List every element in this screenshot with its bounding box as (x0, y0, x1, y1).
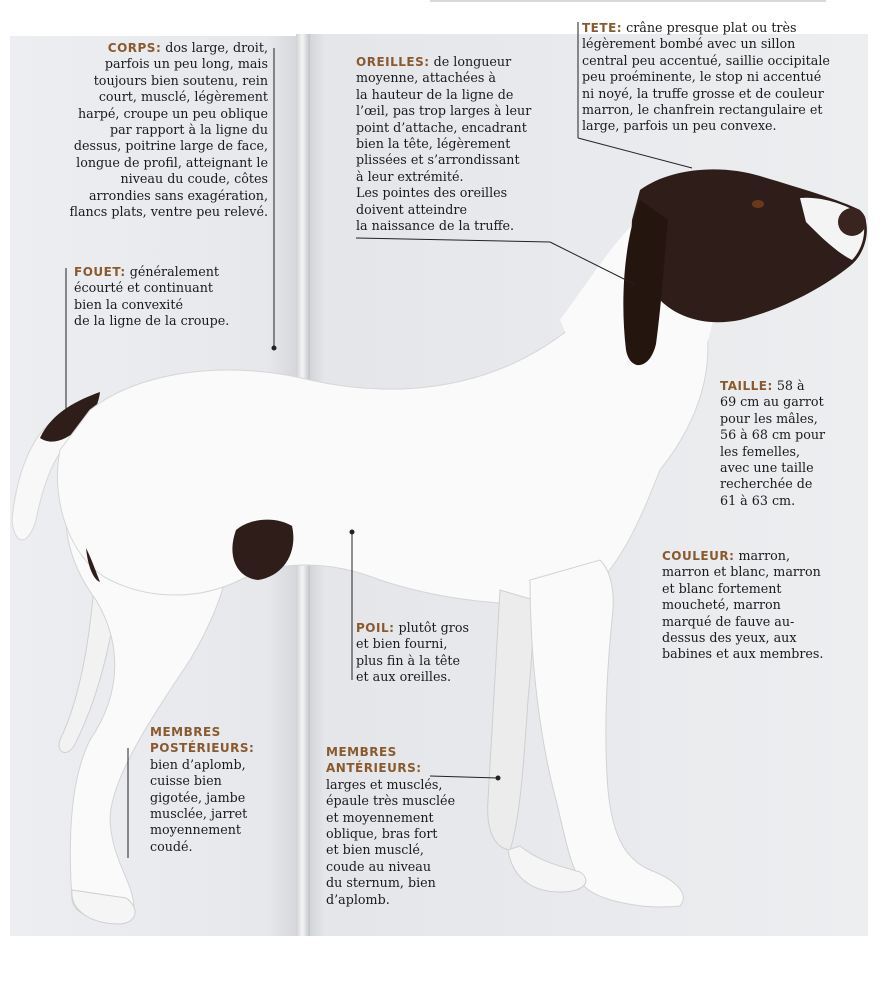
label-fouet-heading: FOUET: (74, 265, 126, 279)
label-corps-line: toujours bien soutenu, rein (93, 72, 268, 88)
label-oreilles-line: la naissance de la truffe. (356, 218, 515, 234)
label-membres-posterieurs-line: gigotée, jambe (150, 789, 246, 805)
label-membres-anterieurs-line: oblique, bras fort (326, 826, 438, 842)
label-membres-posterieurs-line: moyennement (150, 822, 242, 838)
label-oreilles-line: Les pointes des oreilles (356, 185, 508, 201)
label-poil-line: et aux oreilles. (356, 669, 452, 685)
label-corps-heading: CORPS: (107, 41, 162, 55)
leader-membres-anterieurs-dot (496, 776, 500, 780)
label-couleur-line: moucheté, marron (662, 597, 781, 613)
label-corps-line: flancs plats, ventre peu relevé. (69, 204, 268, 220)
label-tete-line: crâne presque plat ou très (626, 20, 797, 35)
label-membres-anterieurs (326, 744, 455, 908)
label-membres-anterieurs-line: larges et musclés, (326, 776, 443, 792)
label-couleur-heading: COULEUR: (662, 549, 735, 563)
label-corps-line: niveau du coude, côtes (120, 171, 268, 187)
label-membres-anterieurs-line: et moyennement (326, 809, 434, 825)
label-poil (356, 620, 469, 686)
label-membres-posterieurs-line: bien d’aplomb, (150, 756, 246, 772)
label-corps (20, 40, 268, 220)
leader-oreilles (356, 238, 550, 242)
leader-poil-dot (350, 530, 354, 534)
label-taille-heading: TAILLE: (720, 379, 773, 393)
label-corps-line: par rapport à la ligne du (110, 122, 268, 138)
label-membres-anterieurs-line: et bien musclé, (326, 842, 424, 858)
label-poil-line: plutôt gros (398, 620, 470, 635)
label-corps-line: harpé, croupe un peu oblique (77, 105, 268, 121)
label-tete-heading: TETE: (582, 21, 623, 35)
label-membres-anterieurs-line: du sternum, bien (326, 875, 436, 891)
label-membres-posterieurs-heading: MEMBRES (150, 725, 221, 739)
label-poil-line: plus fin à la tête (356, 652, 461, 668)
label-membres-anterieurs-line: coude au niveau (326, 858, 431, 874)
label-taille-line: 61 à 63 cm. (720, 492, 796, 508)
label-fouet (74, 264, 229, 330)
label-oreilles-line: de longueur (433, 54, 512, 69)
label-taille-line: les femelles, (720, 443, 801, 459)
label-fouet-line: écourté et continuant (74, 280, 214, 296)
label-taille-line: 56 à 68 cm pour (720, 427, 826, 443)
leader-corps-dot (272, 346, 276, 350)
label-corps-line: arrondies sans exagération, (88, 187, 268, 203)
label-tete-line: marron, le chanfrein rectangulaire et (582, 102, 823, 118)
label-oreilles-line: point d’attache, encadrant (356, 119, 527, 135)
label-tete-line: central peu accentué, saillie occipitale (582, 52, 830, 68)
label-corps-line: court, musclé, légèrement (98, 89, 268, 105)
label-membres-anterieurs-line: épaule très musclée (326, 793, 456, 809)
label-couleur-line: et blanc fortement (662, 580, 782, 596)
label-taille (720, 378, 825, 509)
label-membres-posterieurs (150, 724, 254, 855)
label-taille-line: recherchée de (720, 476, 813, 492)
label-taille-line: 58 à (776, 378, 805, 393)
label-oreilles-line: la hauteur de la ligne de (356, 86, 514, 102)
label-corps-line: dos large, droit, (165, 40, 268, 55)
label-couleur-line: marron et blanc, marron (662, 564, 821, 580)
label-taille-line: 69 cm au garrot (720, 394, 824, 410)
leader-tete-2 (578, 138, 692, 168)
label-couleur-line: babines et aux membres. (662, 646, 824, 662)
label-oreilles-line: doivent atteindre (356, 201, 467, 217)
label-membres-anterieurs-line: d’aplomb. (326, 891, 390, 907)
label-oreilles-line: plissées et s’arrondissant (356, 152, 520, 168)
label-corps-line: dessus, poitrine large de face, (73, 138, 268, 154)
label-oreilles-line: moyenne, attachées à (356, 70, 496, 86)
label-couleur-line: marqué de fauve au- (662, 613, 795, 629)
label-membres-anterieurs-heading: MEMBRES (326, 745, 397, 759)
label-oreilles-line: bien la tête, légèrement (356, 136, 511, 152)
label-taille-line: avec une taille (720, 460, 814, 476)
label-couleur-line: marron, (738, 548, 791, 563)
label-fouet-line: bien la convexité (74, 296, 183, 312)
label-couleur (662, 548, 823, 663)
label-fouet-line: généralement (129, 264, 220, 279)
label-membres-posterieurs-line: coudé. (150, 838, 193, 854)
label-oreilles-heading: OREILLES: (356, 55, 430, 69)
label-tete-line: légèrement bombé avec un sillon (582, 36, 796, 52)
label-poil-line: et bien fourni, (356, 636, 448, 652)
leader-oreilles-2 (550, 242, 634, 284)
label-membres-posterieurs-line: musclée, jarret (150, 806, 248, 822)
label-couleur-line: dessus des yeux, aux (662, 630, 797, 646)
label-membres-anterieurs-heading: ANTÉRIEURS: (326, 761, 422, 776)
label-tete-line: peu proéminente, le stop ni accentué (582, 69, 822, 85)
label-membres-posterieurs-line: cuisse bien (150, 773, 222, 789)
label-membres-posterieurs-heading: POSTÉRIEURS: (150, 741, 255, 756)
label-tete (582, 20, 830, 135)
label-oreilles-line: à leur extrémité. (356, 168, 464, 184)
label-oreilles-line: l’œil, pas trop larges à leur (356, 103, 532, 119)
label-corps-line: longue de profil, atteignant le (76, 154, 268, 170)
label-tete-line: ni noyé, la truffe grosse et de couleur (582, 85, 824, 101)
label-poil-heading: POIL: (356, 621, 395, 635)
label-fouet-line: de la ligne de la croupe. (74, 313, 230, 329)
label-taille-line: pour les mâles, (720, 410, 818, 426)
label-tete-line: large, parfois un peu convexe. (582, 118, 777, 134)
label-corps-line: parfois un peu long, mais (104, 56, 268, 72)
label-oreilles (356, 54, 531, 234)
